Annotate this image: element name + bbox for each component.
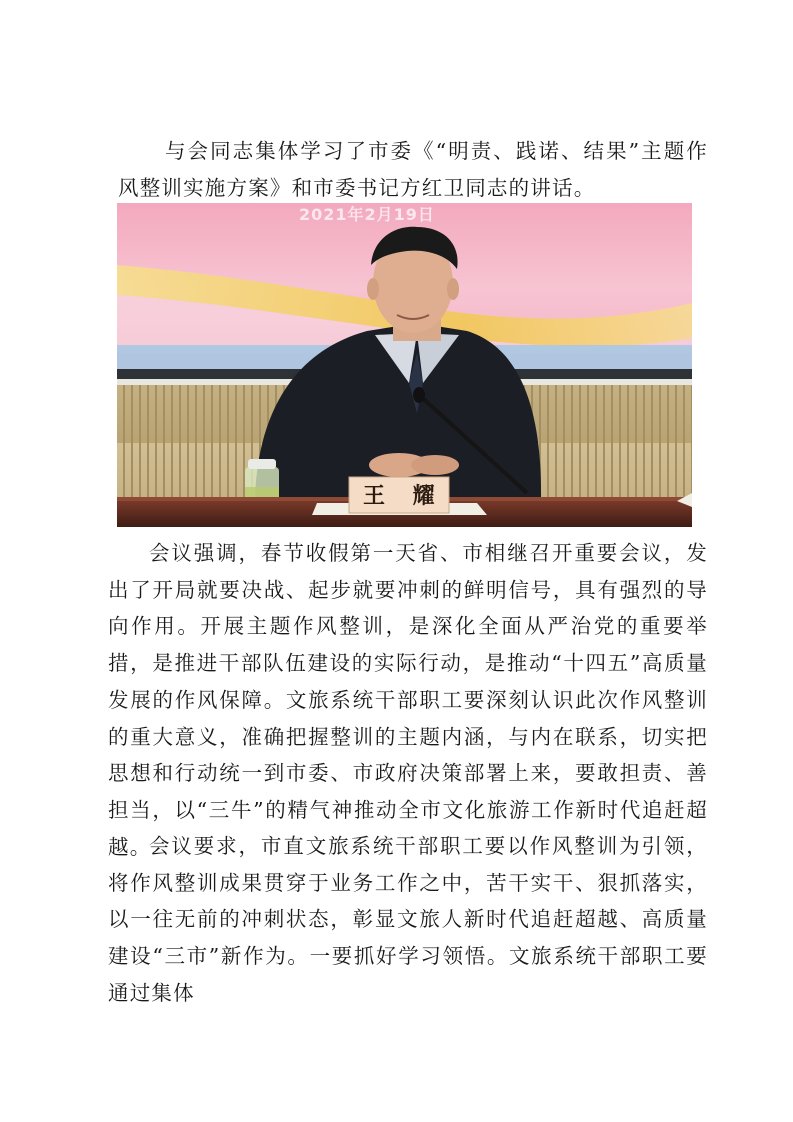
meeting-photo	[117, 203, 692, 527]
paragraph-intro: 与会同志集体学习了市委《“明责、践诺、结果”主题作风整训实施方案》和市委书记方红卫同志的讲话。	[118, 139, 708, 200]
paragraph-meeting-requirements: 会议要求，市直文旅系统干部职工要以作风整训为引领，将作风整训成果贯穿于业务工作之中，苦干实干、狠抓落实，以一往无前的冲刺状态，彰显文旅人新时代追赶超越、高质量建设“三市”新作为。一要抓好学习领悟。文旅系统干部职工要通过集体	[108, 834, 708, 1005]
paragraph-meeting-emphasis: 会议强调，春节收假第一天省、市相继召开重要会议，发出了开局就要决战、起步就要冲刺的鲜明信号，具有强烈的导向作用。开展主题作风整训，是深化全面从严治党的重要举措，是推进干部队伍建设的实际行动，是推动“十四五”高质量发展的作风保障。文旅系统干部职工要深刻认识此次作风整训的重大意义，准确把握整训的主题内涵，与内在联系，切实把思想和行动统一到市委、市政府决策部署上来，要敢担责、善担当，以“三牛”的精气神推动全市文化旅游工作新时代追赶超越。	[108, 541, 708, 859]
nameplate-name: 王 耀	[363, 483, 445, 509]
banner-date: 2021年2月19日	[299, 205, 435, 224]
